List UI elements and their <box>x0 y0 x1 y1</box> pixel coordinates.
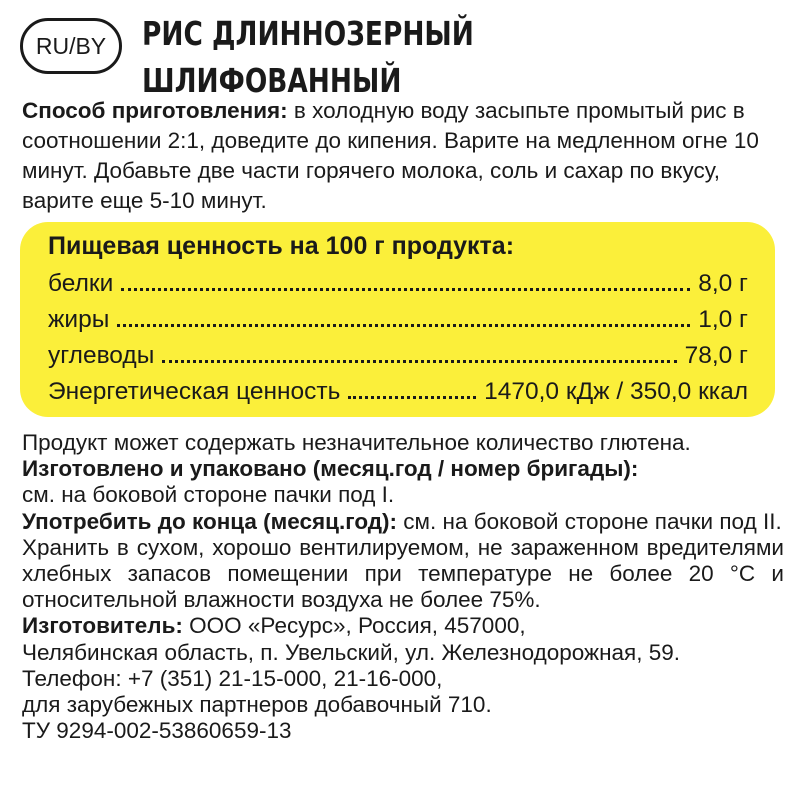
nutrition-row-protein <box>48 264 748 298</box>
nutrition-value: 78,0 г <box>684 342 748 369</box>
dot-leader <box>121 288 690 291</box>
manufacturer-line2: Челябинская область, п. Увельский, ул. Железнодорожная, 59. <box>22 639 681 665</box>
tech-spec-code: ТУ 9294-002-53860659-13 <box>22 718 292 744</box>
manufacturer-line1: ООО «Ресурс», Россия, 457000, <box>182 613 526 639</box>
country-badge: RU/BY <box>20 18 122 74</box>
nutrition-title: Пищевая ценность на 100 г продукта: <box>48 232 515 260</box>
nutrition-label: углеводы <box>48 342 155 369</box>
nutrition-row-energy <box>48 372 748 406</box>
nutrition-row-carbs <box>48 336 748 370</box>
nutrition-value: 8,0 г <box>698 270 748 297</box>
manufactured-label: Изготовлено и упаковано (месяц.год / номер бригады): <box>22 456 639 482</box>
label-details <box>22 430 784 744</box>
nutrition-label: Энергетическая ценность <box>48 378 341 405</box>
dot-leader <box>348 396 476 399</box>
product-title-line1: РИС ДЛИННОЗЕРНЫЙ <box>142 14 474 53</box>
manufactured-text: см. на боковой стороне пачки под I. <box>22 482 395 508</box>
nutrition-row-fat <box>48 300 748 334</box>
manufactured-block <box>22 456 784 508</box>
cooking-text: в холодную воду засыпьте промытый рис в соотношении 2:1, доведите до кипения. Варите на медленном огне 10 минут. Добавьте две части горячего молока, соль и сахар по вкусу, варите еще 5-10 минут. <box>22 98 759 213</box>
manufacturer-line3: Телефон: +7 (351) 21-15-000, 21-16-000, <box>22 665 443 691</box>
nutrition-label: жиры <box>48 306 110 333</box>
best-before-block <box>22 509 784 535</box>
best-before-text: см. на боковой стороне пачки под II. <box>397 508 782 534</box>
product-title <box>142 10 654 104</box>
manufacturer-label: Изготовитель: <box>22 613 183 639</box>
nutrition-label: белки <box>48 270 114 297</box>
cooking-label: Способ приготовления: <box>22 98 288 123</box>
storage-conditions: Хранить в сухом, хорошо вентилируемом, не зараженном вредителями хлебных запасов помещении при температуре не более 20 °С и относительной влажности воздуха не более 75%. <box>22 534 784 613</box>
cooking-instructions <box>22 96 782 216</box>
product-title-line2: ШЛИФОВАННЫЙ <box>142 61 402 100</box>
dot-leader <box>117 324 690 327</box>
nutrition-value: 1,0 г <box>698 306 748 333</box>
manufacturer-block <box>22 613 784 718</box>
best-before-label: Употребить до конца (месяц.год): <box>22 508 398 534</box>
dot-leader <box>162 360 676 363</box>
gluten-notice: Продукт может содержать незначительное количество глютена. <box>22 430 691 455</box>
nutrition-value: 1470,0 кДж / 350,0 ккал <box>484 378 748 405</box>
manufacturer-line4: для зарубежных партнеров добавочный 710. <box>22 692 492 718</box>
